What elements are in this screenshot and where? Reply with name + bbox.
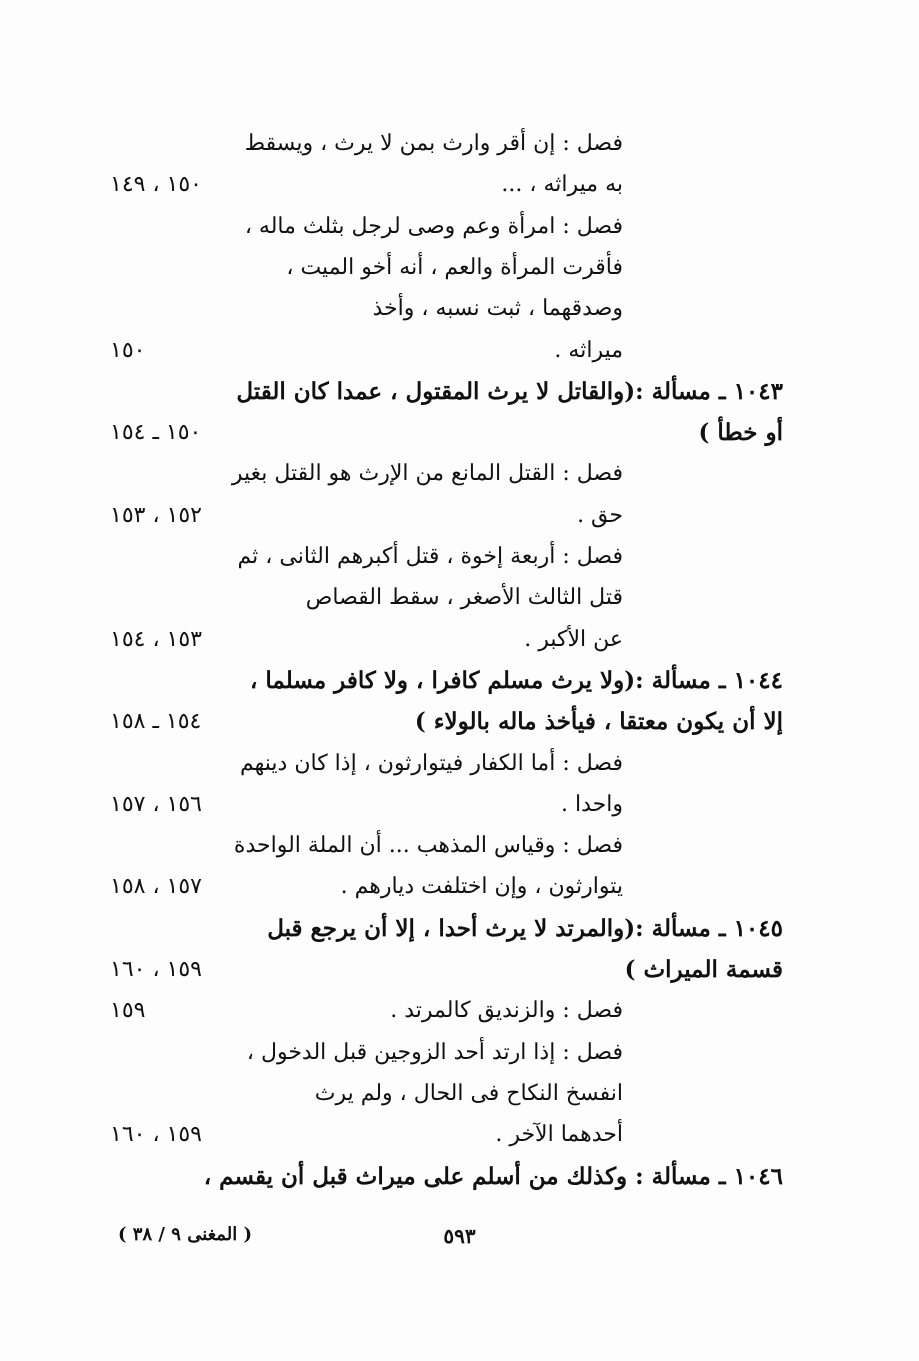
index-entry-row (0, 250, 919, 286)
page-reference: ١٥٤ ـ ١٥٨ (110, 709, 202, 735)
index-entry-row (0, 1117, 919, 1153)
mas-ala-heading-text: ١٠٤٣ ـ مسألة :(والقاتل لا يرث المقتول ، عمدا كان القتل (236, 377, 783, 405)
fasl-entry-text: فصل : وقياس المذهب ... أن الملة الواحدة (233, 833, 623, 859)
index-entry-row (0, 167, 919, 203)
fasl-entry-text: وصدقهما ، ثبت نسبه ، وأخذ (372, 296, 623, 322)
index-entry-row (0, 333, 919, 369)
index-heading-row (0, 911, 919, 947)
fasl-entry-text: انفسخ النكاح فى الحال ، ولم يرث (314, 1080, 623, 1106)
index-entry-row (0, 828, 919, 864)
mas-ala-heading-text: ١٠٤٥ ـ مسألة :(والمرتد لا يرث أحدا ، إلا أن يرجع قبل (267, 914, 783, 942)
index-heading-row (0, 1159, 919, 1195)
fasl-entry-text: فأقرت المرأة والعم ، أنه أخو الميت ، (286, 254, 623, 280)
page-reference: ١٥٢ ، ١٥٣ (110, 502, 202, 528)
page-number: ٥٩٣ (443, 1224, 476, 1248)
fasl-entry-text: عن الأكبر . (524, 626, 623, 652)
mas-ala-heading-text: ١٠٤٤ ـ مسألة :(ولا يرث مسلم كافرا ، ولا كافر مسلما ، (249, 666, 783, 694)
fasl-entry-text: فصل : أما الكفار فيتوارثون ، إذا كان دينهم (240, 750, 623, 776)
index-entry-row (0, 993, 919, 1029)
fasl-entry-text: فصل : إن أقر وارث بمن لا يرث ، ويسقط (244, 131, 623, 156)
fasl-entry-text: قتل الثالث الأصغر ، سقط القصاص (305, 585, 623, 611)
page-reference: ١٥٠ ـ ١٥٤ (110, 420, 202, 446)
mas-ala-heading-text: أو خطأ ) (698, 419, 783, 447)
index-heading-row (0, 374, 919, 410)
fasl-entry-text: يتوارثون ، وإن اختلفت ديارهم . (340, 874, 623, 900)
index-entry-row (0, 498, 919, 534)
page-reference: ١٥٠ (110, 337, 146, 363)
index-entry-row (0, 622, 919, 658)
index-entry-row (0, 746, 919, 782)
index-entry-row (0, 126, 919, 162)
mas-ala-heading-text: قسمة الميراث ) (624, 956, 783, 983)
index-entry-row (0, 539, 919, 575)
fasl-entry-text: فصل : والزنديق كالمرتد . (390, 998, 623, 1024)
page-reference: ١٥٩ ، ١٦٠ (110, 1122, 202, 1148)
fasl-entry-text: به ميراثه ، ... (501, 172, 623, 198)
fasl-entry-text: فصل : أربعة إخوة ، قتل أكبرهم الثانى ، ثم (237, 544, 623, 569)
index-entry-row (0, 291, 919, 327)
fasl-entry-text: ميراثه . (554, 337, 623, 363)
page-reference: ١٥٣ ، ١٥٤ (110, 626, 202, 652)
fasl-entry-text: فصل : القتل المانع من الإرث هو القتل بغير (231, 461, 623, 487)
fasl-entry-text: أحدهما الآخر . (495, 1122, 623, 1148)
page-reference: ١٥٩ ، ١٦٠ (110, 957, 202, 982)
page-reference: ١٥٩ (110, 998, 146, 1024)
index-heading-row (0, 663, 919, 699)
fasl-entry-text: واحدا . (561, 791, 623, 817)
mas-ala-heading-text: ١٠٤٦ ـ مسألة : وكذلك من أسلم على ميراث قبل أن يقسم ، (203, 1162, 783, 1190)
index-entry-row (0, 1035, 919, 1071)
index-entry-row (0, 580, 919, 616)
index-entry-row (0, 869, 919, 905)
index-entry-row (0, 456, 919, 492)
fasl-entry-text: فصل : إذا ارتد أحد الزوجين قبل الدخول ، (246, 1039, 623, 1065)
index-entry-row (0, 209, 919, 245)
index-entry-row (0, 787, 919, 823)
page-reference: ١٥٠ ، ١٤٩ (110, 172, 202, 198)
index-heading-row (0, 415, 919, 451)
index-entry-row (0, 1076, 919, 1112)
volume-reference: ( المغنى ٩ / ٣٨ ) (118, 1224, 252, 1245)
index-heading-row (0, 704, 919, 740)
fasl-entry-text: حق . (577, 502, 623, 528)
mas-ala-heading-text: إلا أن يكون معتقا ، فيأخذ ماله بالولاء ) (414, 708, 783, 736)
index-heading-row (0, 952, 919, 988)
fasl-entry-text: فصل : امرأة وعم وصى لرجل بثلث ماله ، (244, 213, 623, 239)
page-reference: ١٥٧ ، ١٥٨ (110, 874, 202, 900)
page-reference: ١٥٦ ، ١٥٧ (110, 791, 202, 817)
